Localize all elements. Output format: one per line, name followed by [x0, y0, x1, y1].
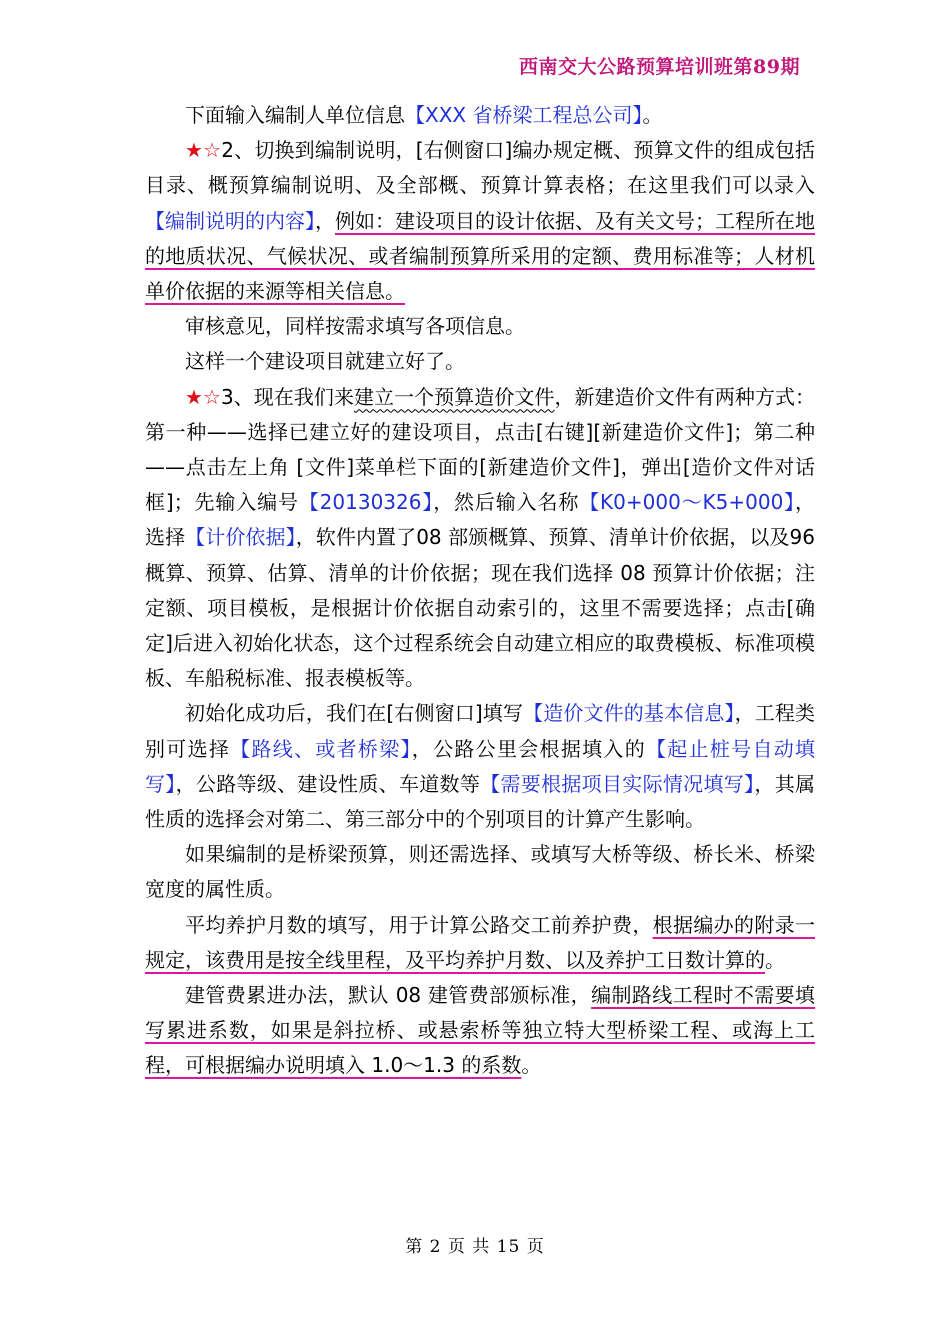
paragraph-step-3	[145, 380, 815, 697]
paragraph-text: 审核意见，同样按需求填写各项信息。	[185, 314, 525, 339]
paragraph-management-fee	[145, 978, 815, 1084]
page-footer-number: 第 2 页 共 15 页	[405, 1237, 545, 1257]
paragraph-initialization	[145, 696, 815, 837]
paragraph-text: 下面输入编制人单位信息	[185, 103, 405, 127]
paragraph-text: 这样一个建设项目就建立好了。	[185, 349, 465, 374]
paragraph-text: ，工程类别可选择	[145, 701, 816, 761]
emphasis-coefficient-rule: 编制路线工程时不需要填写累进系数，如果是斜拉桥、或悬索桥等独立特大型桥梁工程、或海上工程，可根据编办说明填入 1.0～1.3 的系数	[145, 983, 816, 1078]
paragraph-text: 。	[765, 947, 785, 972]
paragraph-text: ，公路公里会根据填入的	[411, 736, 646, 761]
paragraph-review-opinion	[145, 309, 815, 344]
paragraph-text: 如果编制的是桥梁预算，则还需选择、或填写大桥等级、桥长米、桥梁宽度的属性质。	[145, 842, 815, 902]
paragraph-bridge-budget	[145, 837, 815, 907]
highlight-file-name: 【K0+000～K5+000】	[579, 490, 796, 515]
highlight-route-or-bridge: 【路线、或者桥梁】	[230, 736, 412, 761]
paragraph-step-2	[145, 133, 815, 309]
paragraph-text: 平均养护月数的填写，用于计算公路交工前养护费，	[185, 912, 653, 937]
highlight-project-actual: 【需要根据项目实际情况填写】	[480, 771, 755, 796]
emphasis-example-text: 例如：建设项目的设计依据、及有关文号；工程所在地的地质状况、气候状况、或者编制预算所采用的定额、费用标准等；人材机单价依据的来源等相关信息。	[145, 208, 815, 304]
document-body	[145, 98, 815, 1084]
highlight-company-name: 【XXX 省桥梁工程总公司】	[405, 103, 643, 127]
paragraph-text: ，软件内置了08 部颁概算、预算、清单计价依据，以及96 概算、预算、估算、清单的计价依据；现在我们选择 08 预算计价依据；注定额、项目模板，是根据计价依据自动索引的，这里不需要选择；点击[确定]后进入初始化状态，这个过程系统会自动建立相应的取费模板、标准项模板、车船税标准、报表模板等。	[145, 525, 815, 691]
highlight-pricing-basis: 【计价依据】	[185, 525, 296, 550]
paragraph-text: ，其属性质的选择会对第二、第三部分中的个别项目的计算产生影响。	[145, 771, 816, 832]
paragraph-text: ，公路等级、建设性质、车道数等	[175, 771, 481, 796]
paragraph-text: ，然后输入名称	[433, 490, 580, 515]
emphasis-create-budget-file: 建立一个预算造价文件	[354, 384, 555, 409]
paragraph-text: 。	[642, 103, 663, 127]
paragraph-company-info	[145, 98, 815, 133]
star-icon: ★☆	[185, 384, 221, 409]
emphasis-appendix-rule: 根据编办的附录一规定，该费用是按全线里程，及平均养护月数、以及养护工日数计算的	[145, 912, 816, 972]
paragraph-text: 。	[521, 1053, 542, 1078]
paragraph-text: 建管费累进办法，默认 08 建管费部颁标准，	[185, 983, 592, 1008]
highlight-station-autofill: 【起止桩号自动填写】	[145, 736, 816, 796]
highlight-file-number: 【20130326】	[298, 490, 434, 515]
paragraph-project-done	[145, 344, 815, 379]
page-header-title: 西南交大公路预算培训班第89期	[519, 56, 800, 78]
paragraph-text: 2、切换到编制说明，[右侧窗口]编办规定概、预算文件的组成包括目录、概预算编制说明、及全部概、预算计算表格；在这里我们可以录入	[145, 138, 815, 198]
paragraph-text: ，选择	[145, 490, 816, 550]
paragraph-text: ，	[315, 208, 335, 233]
paragraph-text: ，新建造价文件有两种方式：第一种——选择已建立好的建设项目，点击[右键][新建造价文件]；第二种——点击左上角 [文件]菜单栏下面的[新建造价文件]，弹出[造价文件对话框]；先输入编号	[145, 384, 816, 515]
paragraph-maintenance-months	[145, 908, 815, 978]
highlight-basic-info: 【造价文件的基本信息】	[523, 701, 735, 726]
paragraph-text: 初始化成功后，我们在[右侧窗口]填写	[185, 701, 524, 726]
star-icon: ★☆	[185, 138, 222, 163]
paragraph-text: 3、现在我们来	[220, 384, 354, 409]
highlight-description-content: 【编制说明的内容】	[145, 208, 315, 233]
